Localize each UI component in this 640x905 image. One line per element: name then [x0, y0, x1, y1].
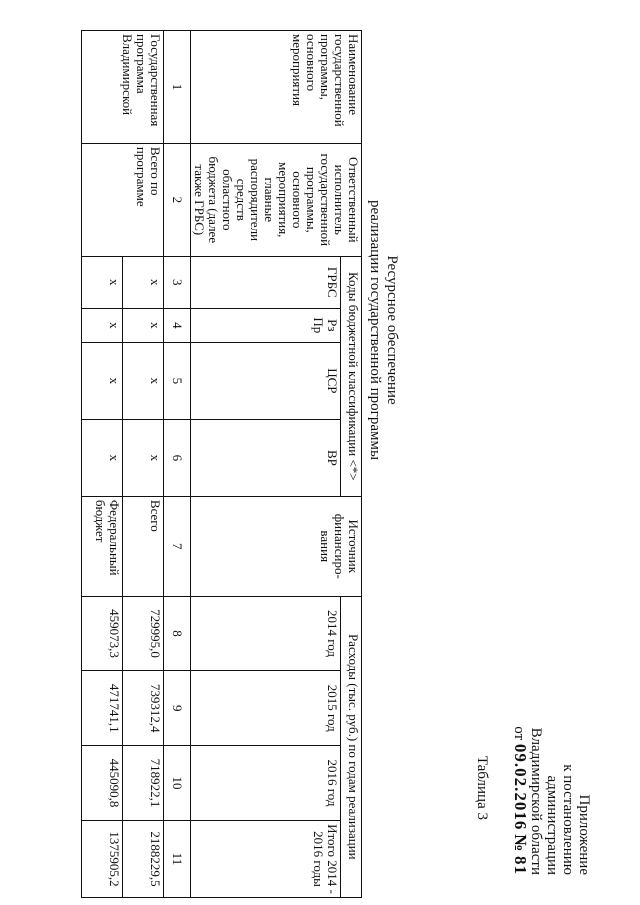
decree-number: 81: [511, 856, 530, 875]
value-2015-cell: 739312,4: [123, 671, 164, 746]
column-number: 4: [164, 308, 191, 342]
header-cell-2014: 2014 год: [191, 596, 341, 671]
column-number: 1: [164, 31, 191, 144]
document-title: [366, 180, 400, 480]
csr-cell: x: [82, 342, 123, 419]
column-number: 9: [164, 671, 191, 746]
header-cell-csr: ЦСР: [191, 342, 341, 419]
header-cell-name: Наименование государственной программы, основного мероприятия: [191, 31, 362, 144]
table-label: Таблица 3: [474, 755, 490, 820]
column-number: 2: [164, 143, 191, 256]
header-cell-codes: Коды бюджетной классификации <*>: [341, 256, 362, 496]
csr-cell: x: [123, 342, 164, 419]
column-number: 3: [164, 256, 191, 308]
source-cell: Всего: [123, 496, 164, 596]
decree-date: 09.02.2016: [511, 743, 530, 831]
value-2014-cell: 459073,3: [82, 596, 123, 671]
column-number: 8: [164, 596, 191, 671]
appendix-header: [511, 726, 592, 875]
column-number: 6: [164, 419, 191, 496]
vr-cell: x: [82, 419, 123, 496]
header-cell-total: Итого 2014 - 2016 годы: [191, 820, 341, 897]
header-line: к постановлению: [560, 764, 576, 875]
header-line: Владимирской области: [528, 727, 544, 875]
table-row: [123, 31, 164, 898]
column-number: 7: [164, 496, 191, 596]
value-2014-cell: 729995,0: [123, 596, 164, 671]
grbs-cell: x: [82, 256, 123, 308]
header-cell-source: Источник финансиро-вания: [191, 496, 362, 596]
value-2016-cell: 445090,8: [82, 746, 123, 821]
header-cell-responsible: Ответственный исполнитель государственной программы, основного мероприятия, главные распорядители средств областного бюджета (далее также ГРБС): [191, 143, 362, 256]
header-cell-vr: ВР: [191, 419, 341, 496]
header-line: Приложение: [576, 794, 592, 875]
header-cell-expenses: Расходы (тыс. руб.) по годам реализации: [341, 596, 362, 897]
column-number: 10: [164, 746, 191, 821]
rzpr-cell: x: [123, 308, 164, 342]
header-line: администрации: [544, 775, 560, 875]
resource-table: [81, 30, 362, 898]
value-total-cell: 2188229,5: [123, 820, 164, 897]
header-cell-grbs: ГРБС: [191, 256, 341, 308]
title-line: Ресурсное обеспечение: [384, 255, 400, 405]
header-cell-2015: 2015 год: [191, 671, 341, 746]
header-cell-2016: 2016 год: [191, 746, 341, 821]
title-line: реализации государственной программы: [367, 199, 383, 461]
value-total-cell: 1375905,2: [82, 820, 123, 897]
value-2016-cell: 718922,1: [123, 746, 164, 821]
grbs-cell: x: [123, 256, 164, 308]
rzpr-cell: x: [82, 308, 123, 342]
header-date-line: [511, 726, 528, 875]
date-prefix: от: [511, 726, 527, 741]
vr-cell: x: [123, 419, 164, 496]
header-cell-rzpr: Рз Пр: [191, 308, 341, 342]
column-number-row: [164, 31, 191, 898]
program-responsible-cell: Всего по программе: [82, 143, 164, 256]
value-2015-cell: 471741,1: [82, 671, 123, 746]
number-sign: №: [511, 834, 530, 853]
column-number: 5: [164, 342, 191, 419]
column-number: 11: [164, 820, 191, 897]
program-name-cell: Государственная программа Владимирской: [82, 31, 164, 144]
source-cell: Федеральный бюджет: [82, 496, 123, 596]
